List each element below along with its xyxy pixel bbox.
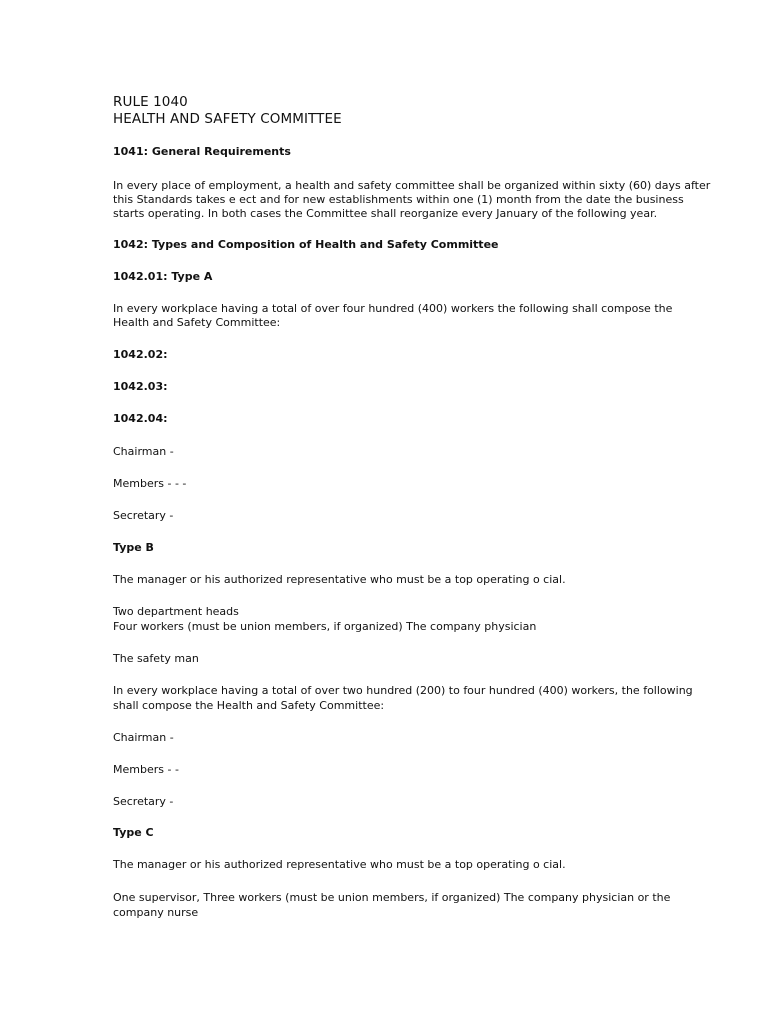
type-b-text-line: In every workplace having a total of over two hundred (200) to four hundred (400) workers, the following [113,684,693,697]
section-1041-text-line: In every place of employment, a health and safety committee shall be organized within sixty (60) days after [113,179,711,192]
section-1042-03-heading: 1042.03: [113,380,168,393]
type-c-heading: Type C [113,826,154,839]
type-b-manager: The manager or his authorized representative who must be a top operating o cial. [113,573,566,586]
section-1042-01-heading: 1042.01: Type A [113,270,213,283]
type-b-chairman: Chairman - [113,731,174,744]
type-a-chairman: Chairman - [113,445,174,458]
type-a-text-line: Health and Safety Committee: [113,316,281,329]
section-1042-heading: 1042: Types and Composition of Health and Safety Committee [113,238,499,251]
section-1042-02-heading: 1042.02: [113,348,168,361]
section-1041-text-line: this Standards takes e ect and for new establishments within one (1) month from the date the business [113,193,684,206]
type-b-secretary: Secretary - [113,795,174,808]
type-c-manager: The manager or his authorized representative who must be a top operating o cial. [113,858,566,871]
type-a-members: Members - - - [113,477,187,490]
type-b-members: Members - - [113,763,179,776]
section-1041-heading: 1041: General Requirements [113,145,291,158]
type-a-text-line: In every workplace having a total of over four hundred (400) workers the following shall compose the [113,302,673,315]
type-b-members-line: Four workers (must be union members, if organized) The company physician [113,620,537,633]
type-a-secretary: Secretary - [113,509,174,522]
type-b-heading: Type B [113,541,154,554]
section-1041-text-line: starts operating. In both cases the Committee shall reorganize every January of the following year. [113,207,658,220]
section-1042-04-heading: 1042.04: [113,412,168,425]
type-c-members-line: One supervisor, Three workers (must be union members, if organized) The company physician or the [113,891,671,904]
rule-title: HEALTH AND SAFETY COMMITTEE [113,111,342,127]
type-b-text-line: shall compose the Health and Safety Committee: [113,699,385,712]
type-c-members-line: company nurse [113,906,199,919]
rule-number-title: RULE 1040 [113,94,188,110]
type-b-safety-man: The safety man [113,652,199,665]
type-b-members-line: Two department heads [113,605,239,618]
